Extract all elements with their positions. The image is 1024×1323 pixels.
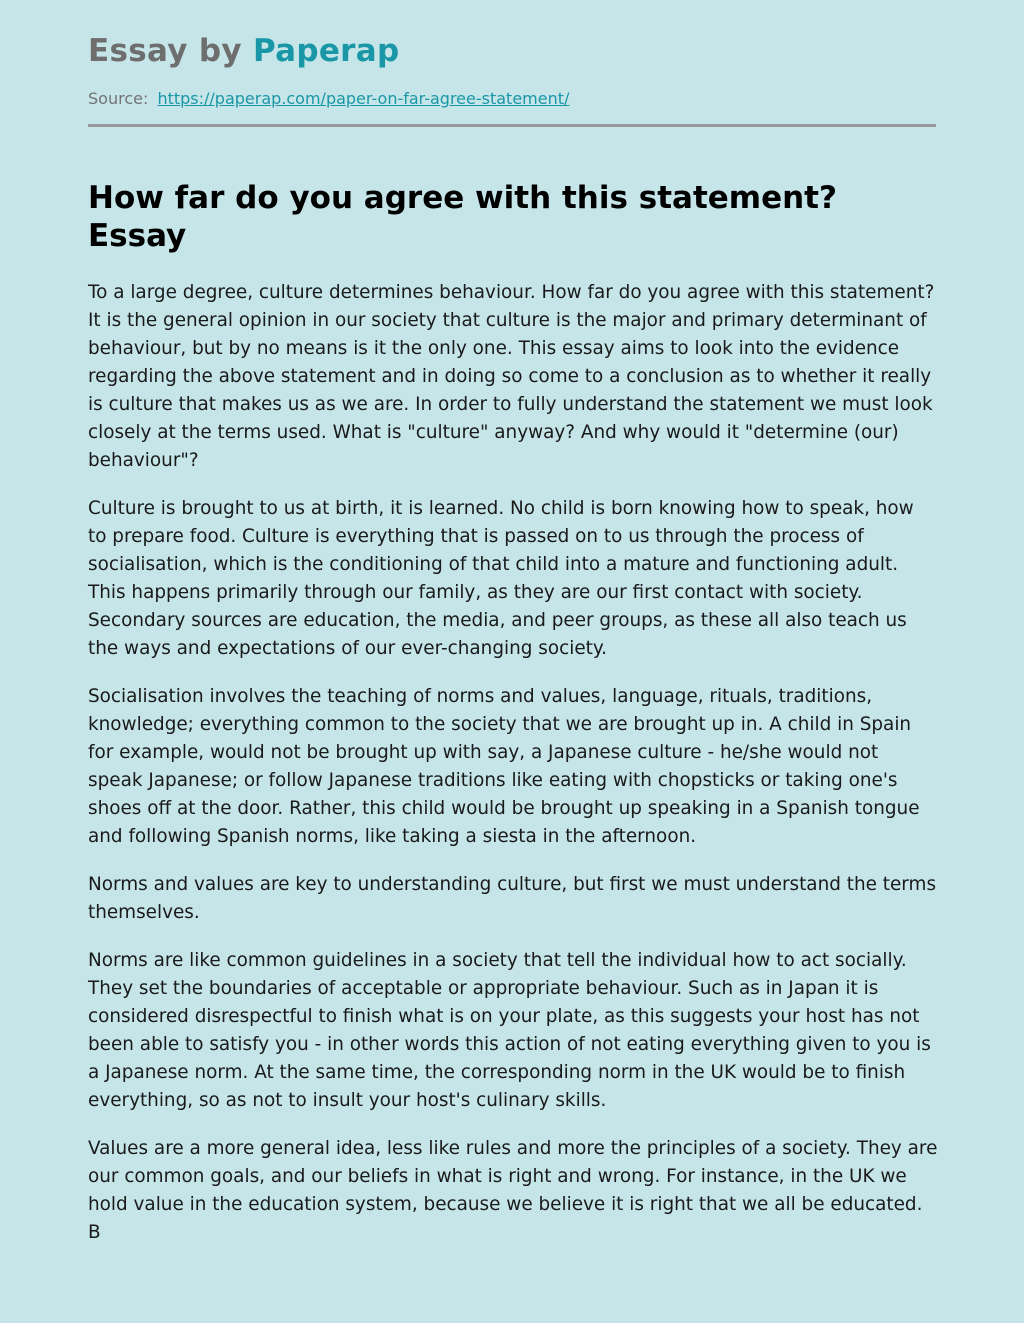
paragraph-5: Norms are like common guidelines in a society that tell the individual how to act socially. They set the boundaries of acceptable or appropriate behaviour. Such as in Japan it is considered disrespectful to finish what is on your plate, as this suggests your host has not been able to satisfy you - in other words this action of not eating everything given to you is a Japanese norm. At the same time, the corresponding norm in the UK would be to finish everything, so as not to insult your host's culinary skills. bbox=[88, 950, 931, 1111]
paragraph-3: Socialisation involves the teaching of norms and values, language, rituals, traditions, knowledge; everything common to the society that we are brought up in. A child in Spain for example, would not be brought up with say, a Japanese culture - he/she would not speak Japanese; or follow Japanese traditions like eating with chopsticks or taking one's shoes off at the door. Rather, this child would be brought up speaking in a Spanish tongue and following Spanish norms, like taking a siesta in the afternoon. bbox=[88, 686, 920, 847]
paragraph-1: To a large degree, culture determines behaviour. How far do you agree with this statement? It is the general opinion in our society that culture is the major and primary determinant of behaviour, but by no means is it the only one. This essay aims to look into the evidence regarding the above statement and in doing so come to a conclusion as to whether it really is culture that makes us as we are. In order to fully understand the statement we must look closely at the terms used. What is "culture" anyway? And why would it "determine (our) behaviour"? bbox=[88, 282, 935, 471]
source-label: Source: bbox=[88, 89, 149, 108]
paragraph-2: Culture is brought to us at birth, it is learned. No child is born knowing how to speak, how to prepare food. Culture is everything that is passed on to us through the process of socialisation, which is the conditioning of that child into a mature and functioning adult. This happens primarily through our family, as they are our first contact with society. Secondary sources are education, the media, and peer groups, as these all also teach us the ways and expectations of our ever-changing society. bbox=[88, 498, 914, 659]
site-brand[interactable] bbox=[88, 0, 936, 71]
paragraph-4: Norms and values are key to understanding culture, but first we must understand the terms themselves. bbox=[88, 874, 937, 923]
source-link[interactable]: https://paperap.com/paper-on-far-agree-statement/ bbox=[157, 89, 570, 108]
paragraph-6: Values are a more general idea, less like rules and more the principles of a society. They are our common goals, and our beliefs in what is right and wrong. For instance, in the UK we hold value in the education system, because we believe it is right that we all be educated. B bbox=[88, 1138, 938, 1243]
essay-body bbox=[88, 279, 938, 1247]
brand-prefix: Essay by bbox=[88, 33, 242, 69]
essay-title: How far do you agree with this statement? Essay bbox=[88, 180, 837, 254]
brand-name[interactable]: Paperap bbox=[252, 33, 400, 69]
source-line bbox=[88, 88, 936, 110]
